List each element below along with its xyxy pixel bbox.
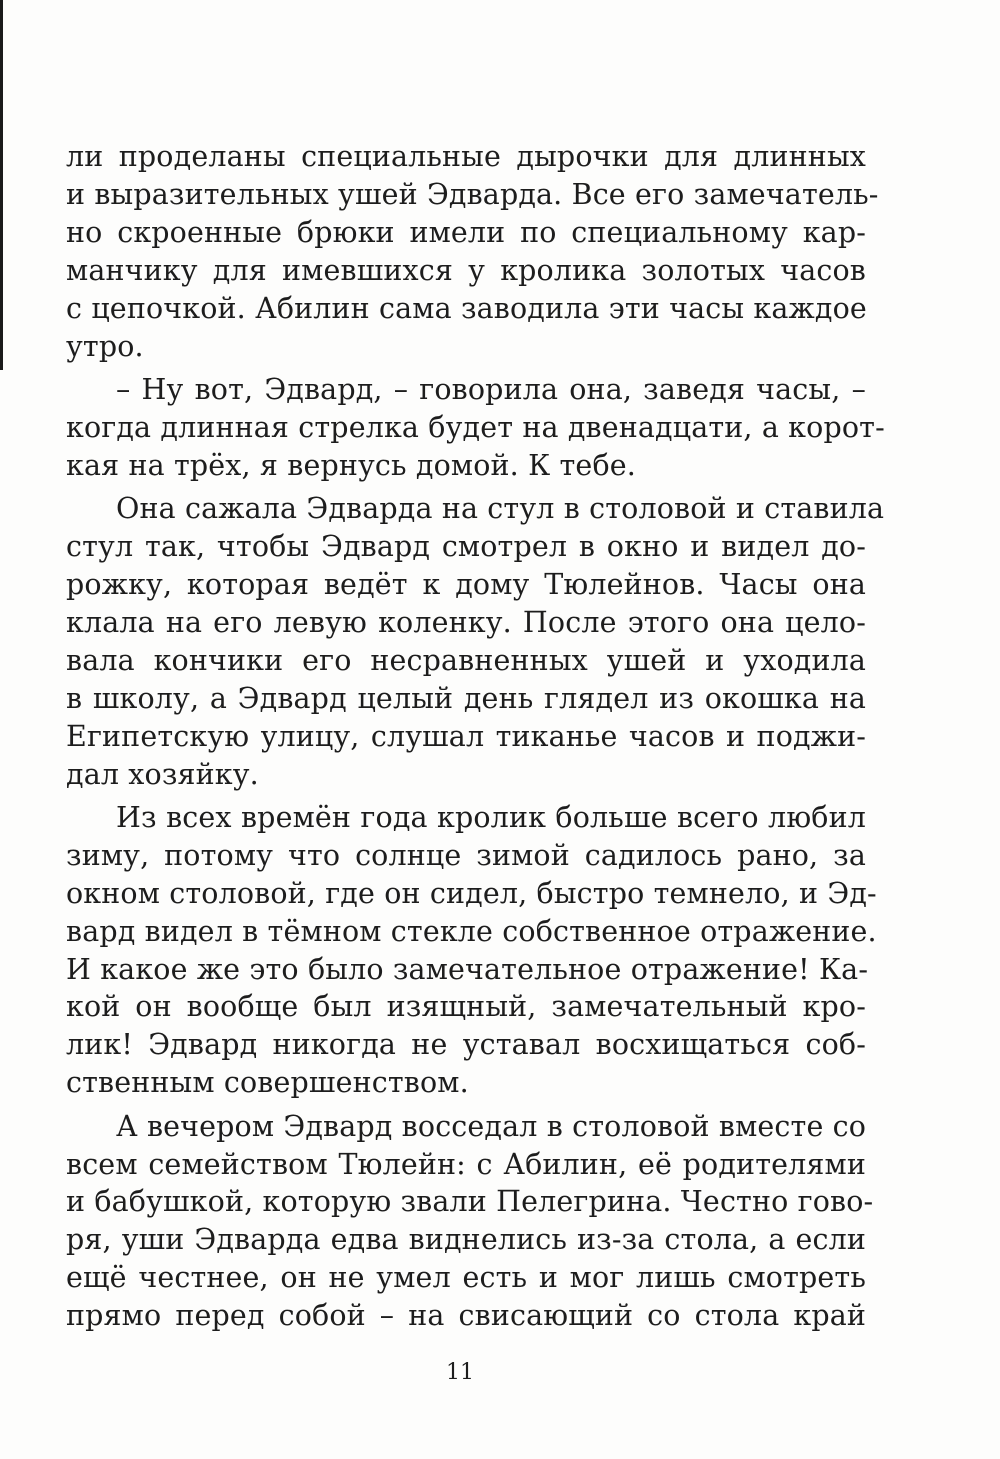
text-line: с цепочкой. Абилин сама заводила эти часы каждое	[66, 291, 867, 325]
body-text	[66, 138, 885, 1341]
page-number: 11	[446, 1360, 474, 1385]
text-line: вард видел в тёмном стекле собственное отражение.	[66, 914, 877, 948]
text-line: стул так, чтобы Эдвард смотрел в окно и видел до-	[66, 530, 866, 564]
paragraph-1	[66, 138, 879, 365]
text-line: когда длинная стрелка будет на двенадцати, а корот-	[66, 410, 885, 444]
text-line: клала на его левую коленку. После этого она цело-	[66, 605, 866, 639]
text-line: и выразительных ушей Эдварда. Все его замечатель-	[66, 177, 879, 211]
text-line: кой он вообще был изящный, замечательный кро-	[66, 990, 866, 1024]
text-line: Она сажала Эдварда на стул в столовой и ставила	[116, 492, 885, 526]
text-line: ственным совершенством.	[66, 1066, 469, 1100]
text-line: в школу, а Эдвард целый день глядел из окошка на	[66, 681, 866, 715]
text-line: Египетскую улицу, слушал тиканье часов и поджи-	[66, 719, 866, 753]
text-line: лик! Эдвард никогда не уставал восхищаться соб-	[66, 1028, 866, 1062]
text-line: ли проделаны специальные дырочки для длинных	[66, 140, 866, 173]
page-binding-edge	[0, 0, 3, 370]
text-line: манчику для имевшихся у кролика золотых часов	[66, 253, 866, 287]
text-line: ещё честнее, он не умел есть и мог лишь смотреть	[66, 1261, 866, 1295]
text-line: ря, уши Эдварда едва виднелись из-за стола, а если	[66, 1223, 866, 1257]
text-line: А вечером Эдвард восседал в столовой вместе со	[116, 1109, 867, 1143]
text-line: Из всех времён года кролик больше всего любил	[116, 800, 866, 834]
paragraph-2	[66, 371, 885, 485]
text-line: и бабушкой, которую звали Пелегрина. Честно гово-	[66, 1185, 874, 1219]
text-line: но скроенные брюки имели по специальному кар-	[66, 215, 866, 249]
text-line: дал хозяйку.	[66, 757, 259, 791]
text-line: – Ну вот, Эдвард, – говорила она, заведя часы, –	[116, 372, 866, 406]
text-line: кая на трёх, я вернусь домой. К тебе.	[66, 448, 636, 482]
text-line: вала кончики его несравненных ушей и уходила	[66, 643, 866, 677]
text-line: всем семейством Тюлейн: с Абилин, её родителями	[66, 1147, 866, 1181]
paragraph-4	[66, 799, 877, 1102]
text-line: И какое же это было замечательное отражение! Ка-	[66, 952, 869, 986]
text-line: утро.	[66, 329, 144, 363]
text-line: рожку, которая ведёт к дому Тюлейнов. Часы она	[66, 567, 866, 601]
paragraph-3	[66, 490, 885, 793]
text-line: зиму, потому что солнце зимой садилось рано, за	[66, 838, 866, 872]
paragraph-5	[66, 1108, 874, 1335]
text-line: окном столовой, где он сидел, быстро темнело, и Эд-	[66, 876, 877, 910]
text-line: прямо перед собой – на свисающий со стола край	[66, 1299, 866, 1333]
